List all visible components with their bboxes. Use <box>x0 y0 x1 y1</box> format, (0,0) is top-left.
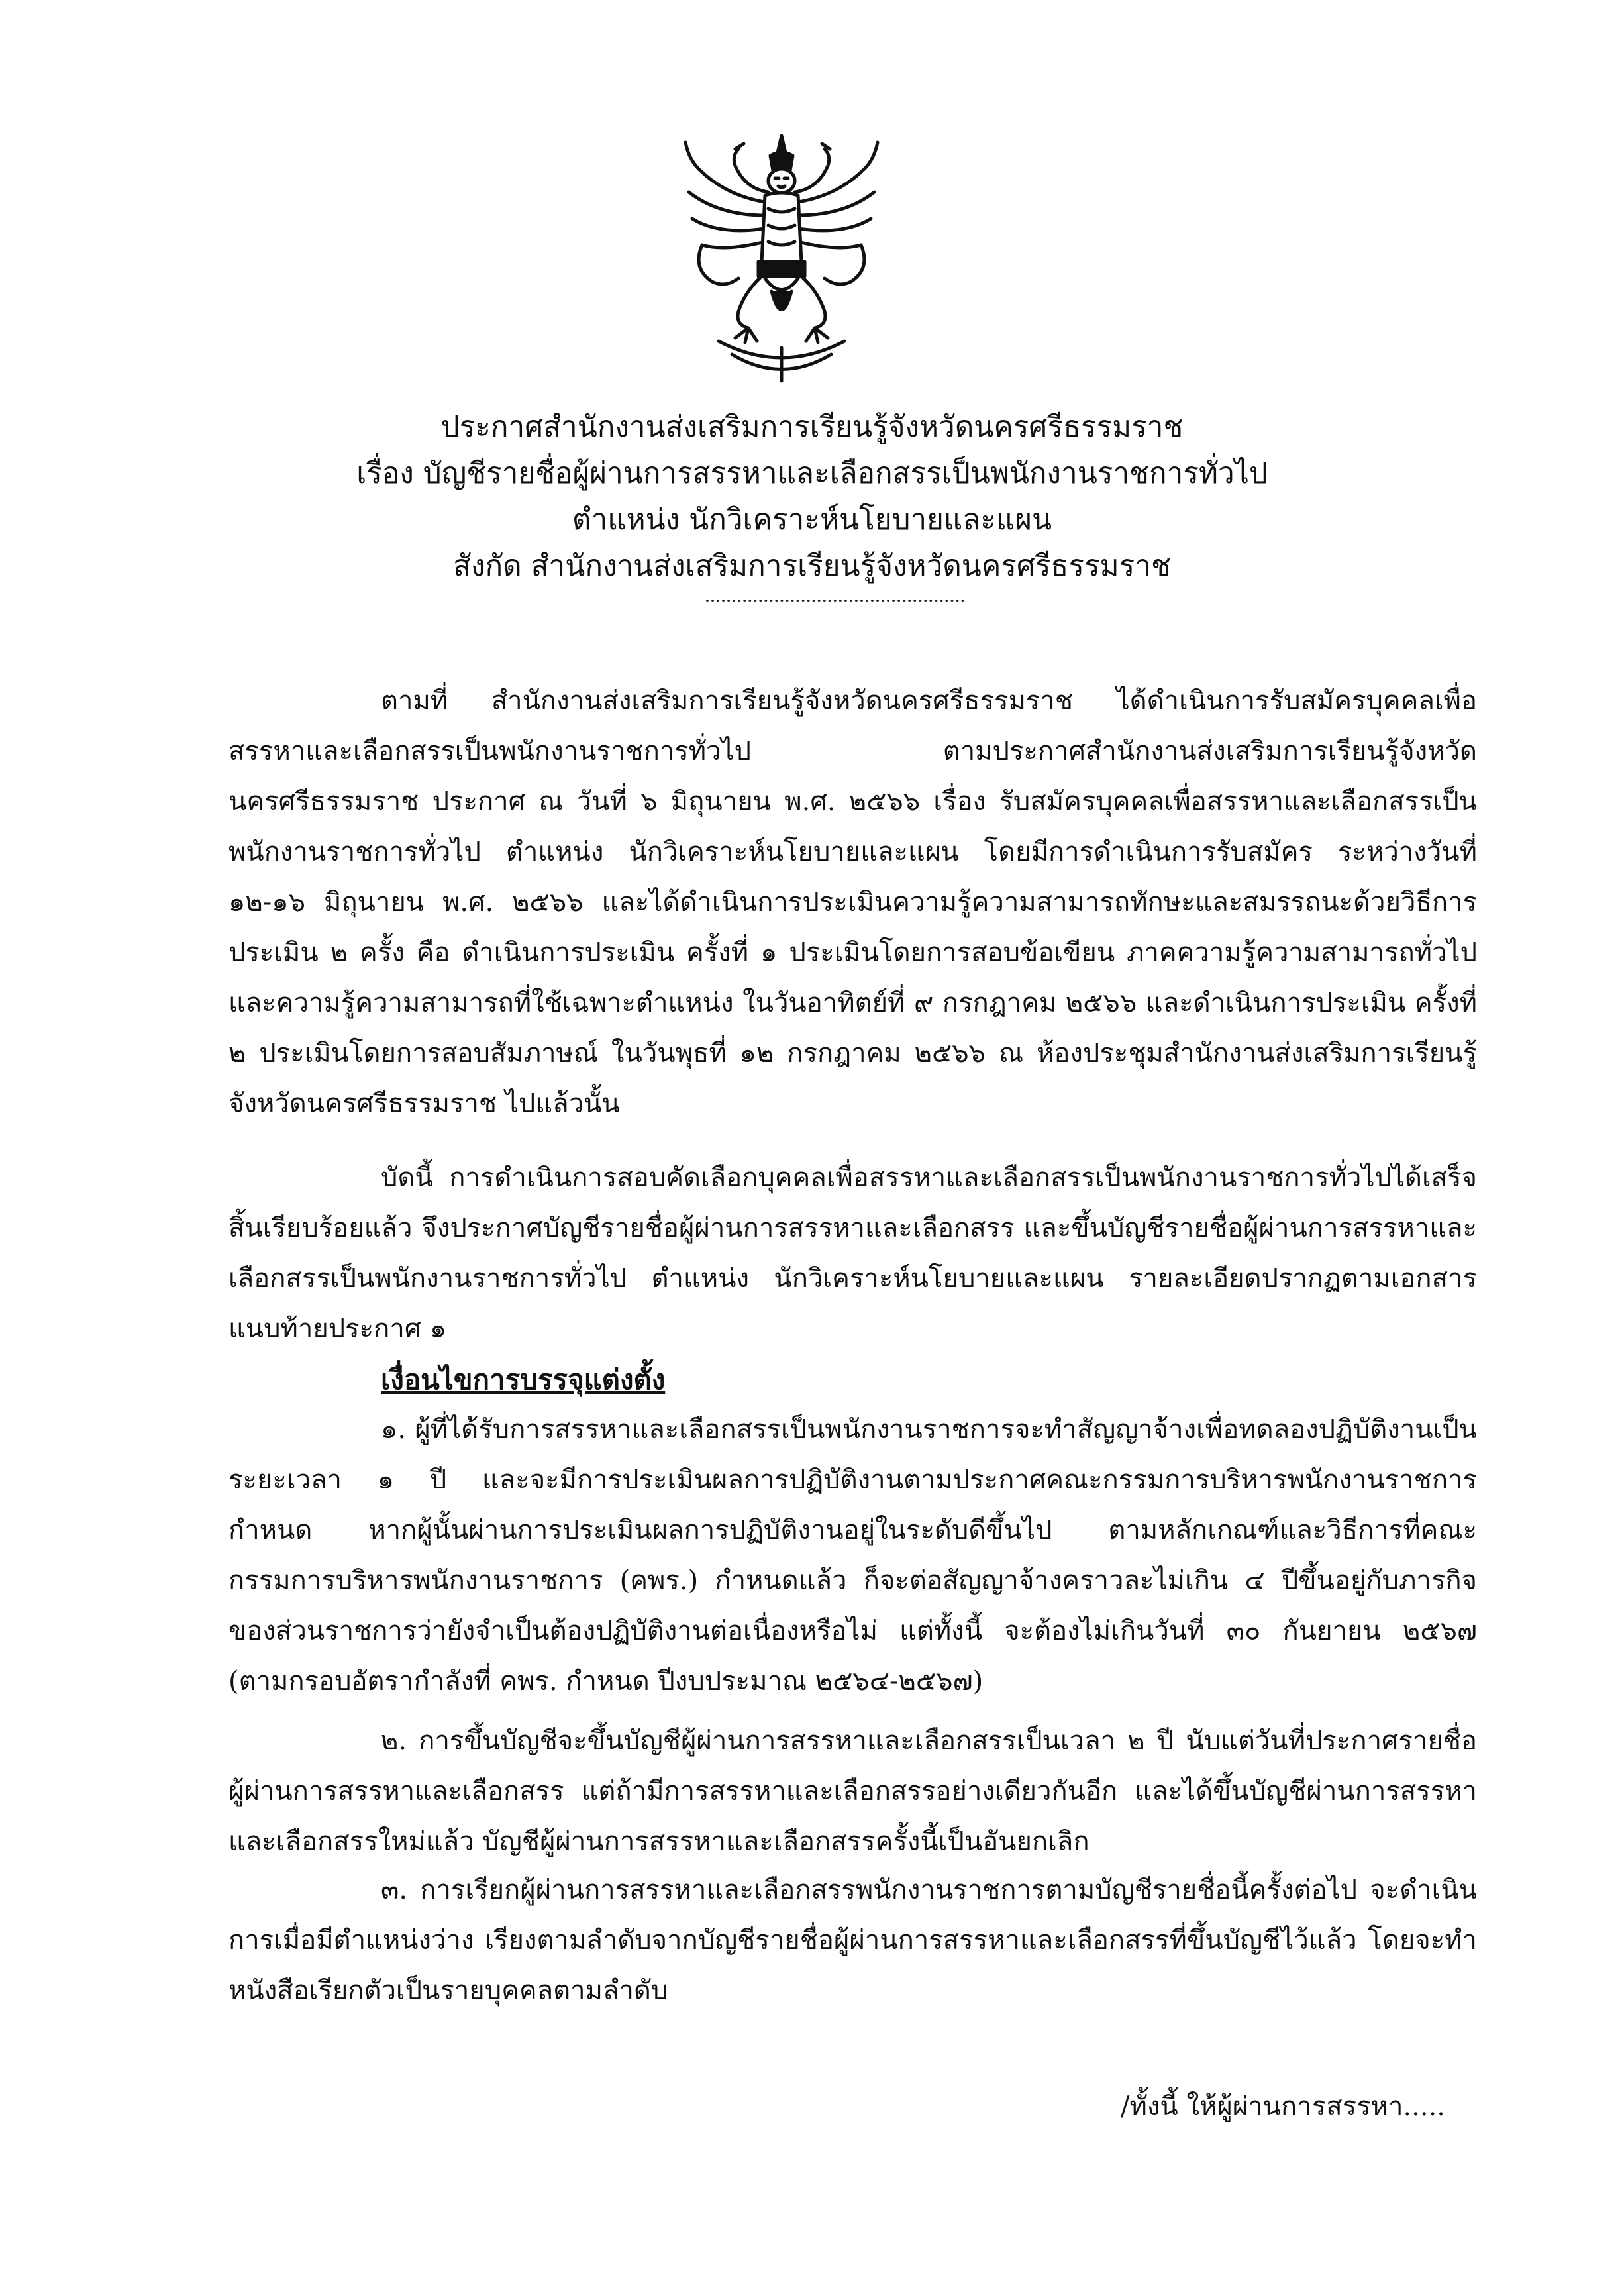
condition-item-3 <box>228 1865 1477 2016</box>
garuda-emblem-icon <box>672 129 891 388</box>
affiliation-line: สังกัด สำนักงานส่งเสริมการเรียนรู้จังหวัดนครศรีธรรมราช <box>453 549 1171 583</box>
paragraph-text: บัดนี้ การดำเนินการสอบคัดเลือกบุคคลเพื่อสรรหาและเลือกสรรเป็นพนักงานราชการทั่วไปได้เสร็จสิ้นเรียบร้อยแล้ว จึงประกาศบัญชีรายชื่อผู้ผ่านการสรรหาและเลือกสรร และขึ้นบัญชีรายชื่อผู้ผ่านการสรรหาและเลือกสรรเป็นพนักงานราชการทั่วไป ตำแหน่ง นักวิเคราะห์นโยบายและแผน รายละเอียดปรากฏตามเอกสารแนบท้ายประกาศ ๑ <box>228 1163 1477 1344</box>
position-line: ตำแหน่ง นักวิเคราะห์นโยบายและแผน <box>572 503 1052 537</box>
condition-text: ๓. การเรียกผู้ผ่านการสรรหาและเลือกสรรพนักงานราชการตามบัญชีรายชื่อนี้ครั้งต่อไป จะดำเนินการเมื่อมีตำแหน่งว่าง เรียงตามลำดับจากบัญชีรายชื่อผู้ผ่านการสรรหาและเลือกสรรที่ขึ้นบัญชีไว้แล้ว โดยจะทำหนังสือเรียกตัวเป็นรายบุคคลตามลำดับ <box>228 1875 1477 2006</box>
announcement-subject: เรื่อง บัญชีรายชื่อผู้ผ่านการสรรหาและเลือกสรรเป็นพนักงานราชการทั่วไป <box>356 456 1268 490</box>
condition-text: ๒. การขึ้นบัญชีจะขึ้นบัญชีผู้ผ่านการสรรหาและเลือกสรรเป็นเวลา ๒ ปี นับแต่วันที่ประกาศรายชื่อผู้ผ่านการสรรหาและเลือกสรร แต่ถ้ามีการสรรหาและเลือกสรรอย่างเดียวกันอีก และได้ขึ้นบัญชีผ่านการสรรหาและเลือกสรรใหม่แล้ว บัญชีผู้ผ่านการสรรหาและเลือกสรรครั้งนี้เป็นอันยกเลิก <box>228 1726 1477 1857</box>
conditions-heading: เงื่อนไขการบรรจุแต่งตั้ง <box>381 1363 666 1396</box>
page-continuation: /ทั้งนี้ ให้ผู้ผ่านการสรรหา..... <box>1121 2091 1445 2122</box>
paragraph-background <box>228 676 1477 1129</box>
paragraph-text: ตามที่ สำนักงานส่งเสริมการเรียนรู้จังหวัดนครศรีธรรมราช ได้ดำเนินการรับสมัครบุคคลเพื่อสรรหาและเลือกสรรเป็นพนักงานราชการทั่วไป ตามประกาศสำนักงานส่งเสริมการเรียนรู้จังหวัดนครศรีธรรมราช ประกาศ ณ วันที่ ๖ มิถุนายน พ.ศ. ๒๕๖๖ เรื่อง รับสมัครบุคคลเพื่อสรรหาและเลือกสรรเป็นพนักงานราชการทั่วไป ตำแหน่ง นักวิเคราะห์นโยบายและแผน โดยมีการดำเนินการรับสมัคร ระหว่างวันที่ ๑๒-๑๖ มิถุนายน พ.ศ. ๒๕๖๖ และได้ดำเนินการประเมินความรู้ความสามารถทักษะและสมรรถนะด้วยวิธีการประเมิน ๒ ครั้ง คือ ดำเนินการประเมิน ครั้งที่ ๑ ประเมินโดยการสอบข้อเขียน ภาคความรู้ความสามารถทั่วไป และความรู้ความสามารถที่ใช้เฉพาะตำแหน่ง ในวันอาทิตย์ที่ ๙ กรกฎาคม ๒๕๖๖ และดำเนินการประเมิน ครั้งที่ ๒ ประเมินโดยการสอบสัมภาษณ์ ในวันพุธที่ ๑๒ กรกฎาคม ๒๕๖๖ ณ ห้องประชุมสำนักงานส่งเสริมการเรียนรู้จังหวัดนครศรีธรรมราช ไปแล้วนั้น <box>228 686 1477 1119</box>
condition-item-1 <box>228 1404 1477 1706</box>
condition-item-2 <box>228 1716 1477 1867</box>
title-divider <box>706 600 964 602</box>
condition-text: ๑. ผู้ที่ได้รับการสรรหาและเลือกสรรเป็นพนักงานราชการจะทำสัญญาจ้างเพื่อทดลองปฏิบัติงานเป็นระยะเวลา ๑ ปี และจะมีการประเมินผลการปฏิบัติงานตามประกาศคณะกรรมการบริหารพนักงานราชการกำหนด หากผู้นั้นผ่านการประเมินผลการปฏิบัติงานอยู่ในระดับดีขึ้นไป ตามหลักเกณฑ์และวิธีการที่คณะกรรมการบริหารพนักงานราชการ (คพร.) กำหนดแล้ว ก็จะต่อสัญญาจ้างคราวละไม่เกิน ๔ ปีขึ้นอยู่กับภารกิจของส่วนราชการว่ายังจำเป็นต้องปฏิบัติงานต่อเนื่องหรือไม่ แต่ทั้งนี้ จะต้องไม่เกินวันที่ ๓๐ กันยายน ๒๕๖๗ (ตามกรอบอัตรากำลังที่ คพร. กำหนด ปีงบประมาณ ๒๕๖๔-๒๕๖๗) <box>228 1414 1477 1696</box>
paragraph-announcement <box>228 1153 1477 1354</box>
announcement-title: ประกาศสำนักงานส่งเสริมการเรียนรู้จังหวัดนครศรีธรรมราช <box>440 410 1184 444</box>
